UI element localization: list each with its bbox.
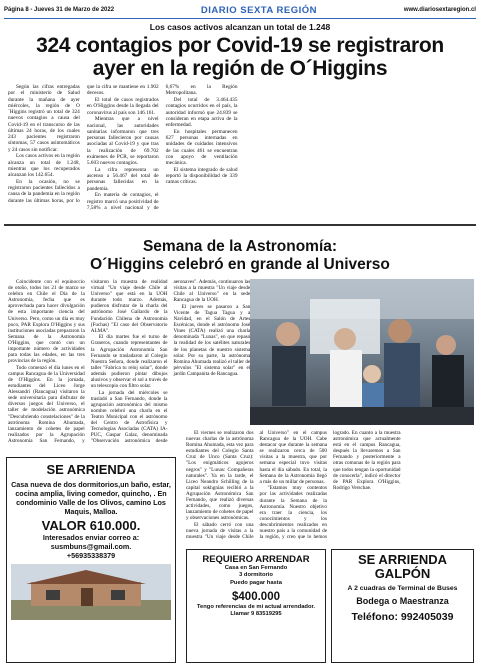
- ad-description: Casa nueva de dos dormitorios,un baño, estar, cocina amplia, living comedor, quincho, . En condominio Valle de los Olivos, camino Los Maquis, Malloa.: [11, 480, 171, 516]
- article2-paragraph: La jornada del miércoles se trasladó a San Fernando, donde la agrupación astronómica del mismo nombre celebró una charla en el Teatro Municipal con el astrónomo del Centro de Astrofísica y Tecnologías Asociadas (CATA) IA-PUC, Gaspar Galaz, denominada "Observación astronómica desde aeronaves". Además, continuaron las visitas a la muestra "Un viaje desde Chile al Universo" en la sede Rancagua de la UOH.: [90, 279, 251, 445]
- ad-line: Tengo referencias de mi actual arrendador.: [196, 603, 316, 610]
- article1-paragraph: La cifra representa un ascenso a 56.467 del total de personas fallecidas en la pandemia.: [86, 166, 159, 192]
- article2-paragraph: El jueves se pasaron a San Vicente de Tagua Tagua y a Navidad, en el Salón de Artes Escénicas, donde el astrónomo José Vines (CATA) realizó una charla denominada "Lunas", en que repasó la realidad de los satélites naturales de los planetas de nuestro sistema solar. Por su parte, la astrónoma Romina Ahumada realizó el taller de pérvulos "El sistema solar" en el jardín Campanita de Rancagua.: [173, 303, 251, 377]
- header-rule: [4, 18, 476, 19]
- ad-se-arrienda-casa: [6, 457, 176, 663]
- ad-title: SE ARRIENDA: [46, 462, 136, 477]
- article1-paragraph: Mientras que a nivel nacional, las autoridades sanitarias informaron que tres personas fallecieron por causas asociadas al Covid-19 y que tras la realización de 69.702 exámenes de PCR, se reportaron 5.603 nuevos contagios.: [86, 116, 159, 166]
- article2-headline-line1: Semana de la Astronomía:: [142, 238, 338, 255]
- page-date: Página 8 - Jueves 31 de Marzo de 2022: [4, 7, 115, 13]
- ad-phone[interactable]: +56935338379: [66, 551, 116, 560]
- section-divider: [4, 224, 476, 226]
- ad-email[interactable]: susmbuns@gmail.com.: [50, 542, 132, 551]
- article1-paragraph: En hospitales permanecen 627 personas internadas en unidades de cuidados intensivos de las cuales 461 se encuentran con apoyo de ventilación mecánica.: [165, 128, 238, 166]
- article2-body-right: [186, 430, 474, 546]
- article2-paragraph: Todo comenzó el día lunes en el campus Rancagua de la Universidad de O'Higgins. En la jornada, estudiantes del Liceo Jorge Alessandri (Rancagua) visitaron la sede universitaria para disfrutar de diversos juegos del Universo, el taller de modelación astronómica "Descubriendo constelaciones" de la astrónoma Romina Ahumada, lanzamiento de cohetes de papel realizados por la Agrupación Astronomía San Fernando, y visitaron la muestra de realidad virtual "Un viaje desde Chile al Universo" que está en la UOH durante todo marzo. Además, pudieron disfrutar de la charla del astrónomo José Gallardo de la Fundación Chilena de Astronomía (Fuchas) "El caso del Observatorio ALMA".: [8, 279, 168, 444]
- masthead-title: DIARIO SEXTA REGIÓN: [200, 4, 318, 16]
- house-photo: [11, 564, 171, 620]
- page-header: [4, 2, 476, 18]
- article1-body: [8, 84, 474, 214]
- article1-paragraph: Del total de 3.464.435 contagios ocurridos en el país, la autoridad informó que 24.839 se consideran en etapa activa de la enfermedad.: [165, 97, 238, 128]
- article2-paragraph: El día martes fue el turno de Graneros, cuando representantes de la Agrupación Astronomía San Fernando se trasladaron al Colegio Nuestra Señora, donde realizaron el taller "Fabrica tu reloj solar", donde además pudieron pintar dibujos alusivos y observar el sol a través de un telescopio con filtro solar.: [90, 334, 168, 390]
- article2-paragraph: El viernes se realizaron dos nuevas charlas de la astrónoma Romina Ahumada, esta vez para estudiantes del Colegio Santa Cruz de Unco (Santa Cruz): "Los enigmáticos agujeros negros" y "Lunas: Compañeras naturales". Ya en la tarde, el Liceo Neandro Schilling de la capital sokhgnias recibió a la Agrupación Astronómica San Fernando, que realizó diversas actividades, como juegos, lanzamiento de cohetes de papel y observaciones astronómicas.: [186, 430, 254, 522]
- ad-arrienda-galpon: [331, 549, 474, 663]
- ad-phone[interactable]: Llamar 9 83519295: [230, 611, 282, 618]
- article2-paragraph: "Estamos muy contentos por las actividades realizadas durante la Semana de la Astronomía. Nuestro objetivo era traer la ciencia, los conocimientos y los descubrimientos realizados en nuestro país a la comunidad de la región, y creo que lo hemos logrado. En cuanto a la muestra astronómica que actualmente está en el campus Rancagua, después la llevaremos a San Fernando y posteriormente a otras comunas de la región para que todos tengan la oportunidad de conocerla", indicó el director de PAR Explora O'Higgins, Rodrigo Verschae.: [259, 430, 401, 541]
- article2-paragraph: El sábado cerró con una nueva jornada de visitas a la muestra "Un viaje desde Chile al Universo" en el campus Rancagua de la UOH. Cabe destacar que durante la semana se realizaron cerca de 500 visitas a la muestra, que por semana especial tuvo visitas hasta el día sábado. En total, la Semana de la Astronomía llegó a más de un millar de personas.: [186, 430, 327, 541]
- article1-paragraph: El sistema integrado de salud reportó la disponibilidad de 339 camas críticas.: [165, 166, 238, 186]
- ad-title-line1: SE ARRIENDA: [357, 552, 448, 567]
- ad-location: A 2 cuadras de Terminal de Buses: [347, 585, 458, 592]
- website-link[interactable]: www.diariosextaregion.cl: [403, 7, 476, 13]
- ad-line: Puedo pagar hasta: [230, 579, 282, 586]
- article1-paragraph: En materia de contagios, el registro marcó una positividad de 7,58% a nivel nacional y de 6,67% en la Región Metropolitana.: [86, 84, 238, 211]
- article1-kicker: Los casos activos alcanzan un total de 1.248: [149, 22, 331, 32]
- ad-contact-lead: Interesados enviar correo a:: [42, 533, 140, 542]
- ad-price: $400.000: [232, 590, 280, 603]
- ad-title-line2: GALPÓN: [374, 566, 431, 581]
- ad-line: Casa en San Fernando: [224, 565, 288, 571]
- astronomy-event-photo: [250, 279, 474, 425]
- ad-requiero-arrendar: [186, 549, 326, 663]
- article1-headline-line2: ayer en la región de O´Higgins: [92, 57, 388, 80]
- article2-headline-line2: O´Higgins celebró en grande al Universo: [90, 256, 390, 273]
- article2-paragraph: Coincidente con el equinoccio de otoño, todos los 21 de marzo se celebra en Chile el Día de la Astronomía, fecha que es aprovechada para hacer divulgación de esta importante ciencia del Universo. Pero, como un día es muy poco, PAR Explora O'Higgins y sus instituciones asociadas prepararon la Semana de la Astronomía O'Higgins, que contó con un importante número de actividades para todas las edades, en las tres provincias de la región.: [8, 279, 85, 365]
- article1-headline-line1: 324 contagios por Covid-19 se registraron: [36, 34, 444, 57]
- article1-paragraph: En la ocasión, no se registraron pacientes fallecidos a causa de la pandemia en la región durante las últimas horas, por lo que la cifra se mantiene en 1.902 decesos.: [8, 84, 159, 204]
- article1-paragraph: Según las cifras entregadas por el ministerio de Salud durante la mañana de ayer miércoles, la región de O´Higgins registró un total de 324 nuevos contagios a causa del Covid-19 en el transcurso de las últimas 24 horas, de los cuales 243 pacientes registraron síntomas, 57 casos asintomáticos y 24 casos sin notificar.: [8, 84, 80, 153]
- ad-price: VALOR 610.000.: [41, 518, 141, 533]
- ad-title: REQUIERO ARRENDAR: [202, 554, 310, 565]
- ad-usage: Bodega o Maestranza: [356, 596, 449, 606]
- ad-phone[interactable]: Teléfono: 992405039: [351, 611, 454, 623]
- article1-paragraph: El total de casos registrados en O'Higgins desde la llegada del coronavirus al país son 146.161.: [86, 97, 159, 116]
- article1-paragraph: Los casos activos en la región alcanza un total de 1.248, mientras que los recuperados alcanzan los 142.654.: [8, 153, 80, 178]
- ad-line: 3 dormitorio: [239, 572, 273, 579]
- article1-headline: [10, 34, 470, 80]
